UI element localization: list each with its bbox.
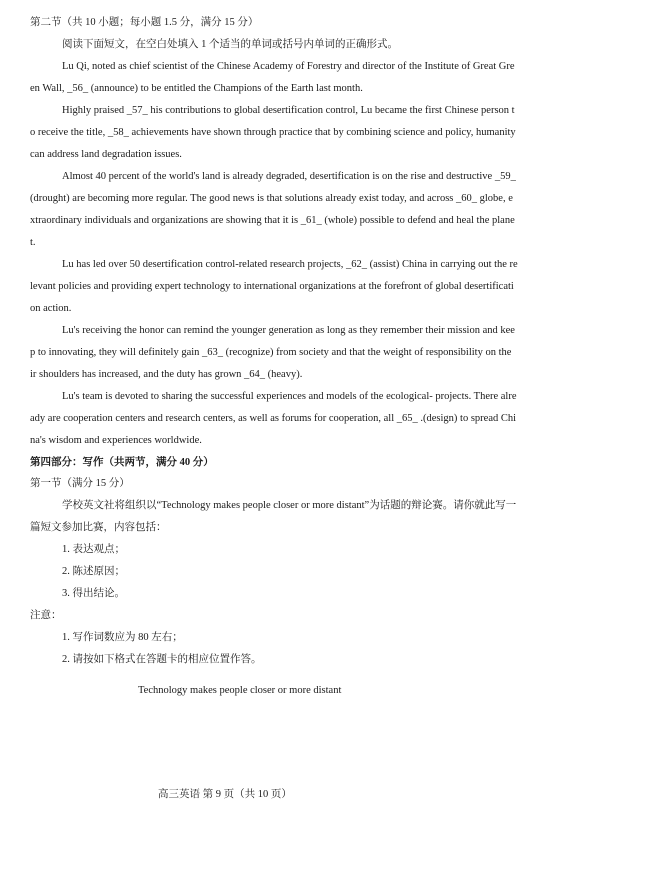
passage-line: ady are cooperation centers and research centers, as well as forums for cooperation, all _65_ .(design) to spread Chi xyxy=(30,413,517,424)
writing-prompt: 学校英文社将组织以“Technology makes people closer or more distant”为话题的辩论赛。请你就此写一 xyxy=(62,500,517,511)
section2-heading: 第二节（共 10 小题；每小题 1.5 分，满分 15 分） xyxy=(30,17,259,28)
passage-line: Lu Qi, noted as chief scientist of the Chinese Academy of Forestry and director of the Institute of Great Gre xyxy=(62,61,515,72)
passage-line: Highly praised _57_ his contributions to global desertification control, Lu became the first Chinese person t xyxy=(62,105,515,116)
passage-line: (drought) are becoming more regular. The good news is that solutions already exist today, and across _60_ globe, e xyxy=(30,193,513,204)
passage-line: en Wall, _56_ (announce) to be entitled the Champions of the Earth last month. xyxy=(30,83,363,94)
passage-line: Lu's receiving the honor can remind the younger generation as long as they remember their mission and kee xyxy=(62,325,515,336)
passage-line: t. xyxy=(30,237,36,248)
passage-line: can address land degradation issues. xyxy=(30,149,182,160)
part4-heading: 第四部分：写作（共两节，满分 40 分） xyxy=(30,457,214,468)
passage-line: Almost 40 percent of the world's land is already degraded, desertification is on the rise and destructive _59_ xyxy=(62,171,516,182)
part4-sub-heading: 第一节（满分 15 分） xyxy=(30,478,130,489)
passage-line: na's wisdom and experiences worldwide. xyxy=(30,435,202,446)
passage-line: ir shoulders has increased, and the duty has grown _64_ (heavy). xyxy=(30,369,303,380)
passage-line: on action. xyxy=(30,303,72,314)
content-item: 1. 表达观点； xyxy=(62,544,125,555)
passage-line: xtraordinary individuals and organizations are showing that it is _61_ (whole) possible to defend and heal the plane xyxy=(30,215,515,226)
notes-label: 注意： xyxy=(30,610,62,621)
note-item: 2. 请按如下格式在答题卡的相应位置作答。 xyxy=(62,654,262,665)
passage-line: Lu has led over 50 desertification control-related research projects, _62_ (assist) China in carrying out the re xyxy=(62,259,518,270)
passage-line: Lu's team is devoted to sharing the successful experiences and models of the ecological- projects. There alre xyxy=(62,391,517,402)
essay-title: Technology makes people closer or more distant xyxy=(138,685,342,696)
passage-line: p to innovating, they will definitely gain _63_ (recognize) from society and that the weight of responsibility on the xyxy=(30,347,512,358)
content-item: 2. 陈述原因； xyxy=(62,566,125,577)
content-item: 3. 得出结论。 xyxy=(62,588,125,599)
page-footer: 高三英语 第 9 页（共 10 页） xyxy=(158,789,292,800)
passage-line: o receive the title, _58_ achievements have shown through practice that by combining science and policy, humanity xyxy=(30,127,516,138)
passage-line: levant policies and providing expert technology to international organizations at the forefront of global desertificati xyxy=(30,281,514,292)
section2-instruction: 阅读下面短文，在空白处填入 1 个适当的单词或括号内单词的正确形式。 xyxy=(62,39,398,50)
writing-prompt: 篇短文参加比赛，内容包括： xyxy=(30,522,167,533)
note-item: 1. 写作词数应为 80 左右； xyxy=(62,632,183,643)
